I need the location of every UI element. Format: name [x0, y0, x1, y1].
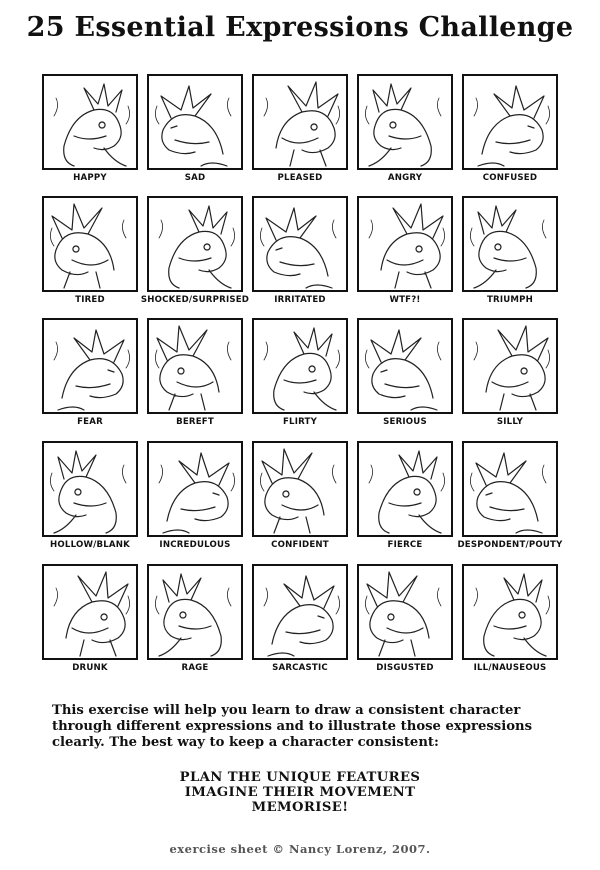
expression-panel	[458, 70, 562, 192]
character-sketch	[254, 320, 346, 412]
character-sketch	[464, 76, 556, 168]
expression-panel	[38, 192, 142, 314]
expression-panel	[248, 314, 352, 436]
expression-panel	[248, 437, 352, 559]
expression-panel	[353, 70, 457, 192]
character-sketch	[44, 76, 136, 168]
expression-drawing	[252, 74, 348, 170]
character-sketch	[149, 76, 241, 168]
expression-label: ANGRY	[387, 173, 423, 183]
expression-panel	[248, 560, 352, 682]
expression-label: SARCASTIC	[272, 663, 328, 673]
expression-drawing	[357, 74, 453, 170]
expression-drawing	[147, 196, 243, 292]
expression-grid	[38, 70, 562, 690]
expression-panel	[458, 192, 562, 314]
expression-panel	[143, 314, 247, 436]
expression-panel	[248, 70, 352, 192]
expression-drawing	[252, 441, 348, 537]
expression-drawing	[42, 318, 138, 414]
expression-panel	[353, 560, 457, 682]
character-sketch	[464, 566, 556, 658]
expression-drawing	[147, 564, 243, 660]
expression-label: TRIUMPH	[486, 295, 534, 305]
expression-drawing	[252, 196, 348, 292]
expression-label: BEREFT	[176, 417, 214, 427]
expression-label: TIRED	[75, 295, 105, 305]
character-sketch	[44, 566, 136, 658]
expression-drawing	[147, 74, 243, 170]
intro-paragraph: This exercise will help you learn to draw a consistent character through different expressions and to illustrate those expressions clearly. The best way to keep a character consistent:	[52, 703, 533, 750]
expression-label: SERIOUS	[383, 417, 427, 427]
character-sketch	[254, 198, 346, 290]
expression-label: IRRITATED	[274, 295, 326, 305]
expression-panel	[248, 192, 352, 314]
expression-drawing	[357, 441, 453, 537]
character-sketch	[149, 566, 241, 658]
expression-label: SILLY	[496, 417, 524, 427]
character-sketch	[359, 320, 451, 412]
character-sketch	[149, 320, 241, 412]
expression-panel	[458, 314, 562, 436]
character-sketch	[149, 198, 241, 290]
character-sketch	[149, 443, 241, 535]
expression-label: HOLLOW/BLANK	[50, 540, 130, 550]
expression-drawing	[462, 196, 558, 292]
character-sketch	[254, 566, 346, 658]
expression-drawing	[357, 318, 453, 414]
tip-item: PLAN THE UNIQUE FEATURES	[179, 770, 421, 785]
expression-panel	[38, 437, 142, 559]
expression-label: DESPONDENT/POUTY	[457, 540, 563, 550]
character-sketch	[44, 198, 136, 290]
character-sketch	[464, 443, 556, 535]
expression-label: FIERCE	[387, 540, 423, 550]
expression-drawing	[42, 196, 138, 292]
character-sketch	[359, 198, 451, 290]
credit-line: exercise sheet © Nancy Lorenz, 2007.	[169, 842, 431, 856]
character-sketch	[464, 198, 556, 290]
expression-label: SAD	[184, 173, 206, 183]
expression-panel	[143, 70, 247, 192]
character-sketch	[44, 443, 136, 535]
expression-drawing	[42, 441, 138, 537]
expression-label: FEAR	[77, 417, 103, 427]
expression-drawing	[147, 441, 243, 537]
expression-label: PLEASED	[277, 173, 323, 183]
expression-label: HAPPY	[73, 173, 107, 183]
expression-drawing	[252, 564, 348, 660]
expression-panel	[353, 314, 457, 436]
character-sketch	[254, 443, 346, 535]
tip-item: MEMORISE!	[251, 800, 349, 815]
expression-label: RAGE	[181, 663, 209, 673]
expression-label: DISGUSTED	[376, 663, 434, 673]
expression-label: CONFUSED	[482, 173, 538, 183]
tips-list	[0, 770, 600, 815]
expression-panel	[38, 70, 142, 192]
expression-drawing	[42, 74, 138, 170]
character-sketch	[359, 566, 451, 658]
expression-drawing	[147, 318, 243, 414]
expression-label: ILL/NAUSEOUS	[473, 663, 547, 673]
page-title: 25 Essential Expressions Challenge	[26, 12, 574, 43]
expression-panel	[353, 192, 457, 314]
expression-label: WTF?!	[389, 295, 421, 305]
expression-drawing	[357, 196, 453, 292]
character-sketch	[44, 320, 136, 412]
tip-item: IMAGINE THEIR MOVEMENT	[184, 785, 416, 800]
character-sketch	[254, 76, 346, 168]
expression-label: FLIRTY	[282, 417, 318, 427]
expression-panel	[140, 192, 250, 314]
expression-panel	[38, 560, 142, 682]
expression-label: INCREDULOUS	[159, 540, 231, 550]
expression-drawing	[462, 74, 558, 170]
character-sketch	[359, 443, 451, 535]
expression-panel	[143, 560, 247, 682]
expression-panel	[458, 560, 562, 682]
expression-drawing	[42, 564, 138, 660]
character-sketch	[359, 76, 451, 168]
expression-label: SHOCKED/SURPRISED	[140, 295, 250, 305]
expression-drawing	[462, 441, 558, 537]
expression-panel	[38, 314, 142, 436]
expression-drawing	[462, 564, 558, 660]
expression-panel	[353, 437, 457, 559]
expression-drawing	[462, 318, 558, 414]
expression-panel	[143, 437, 247, 559]
expression-label: CONFIDENT	[271, 540, 329, 550]
expression-drawing	[252, 318, 348, 414]
character-sketch	[464, 320, 556, 412]
expression-label: DRUNK	[72, 663, 108, 673]
expression-drawing	[357, 564, 453, 660]
expression-panel	[458, 437, 562, 559]
